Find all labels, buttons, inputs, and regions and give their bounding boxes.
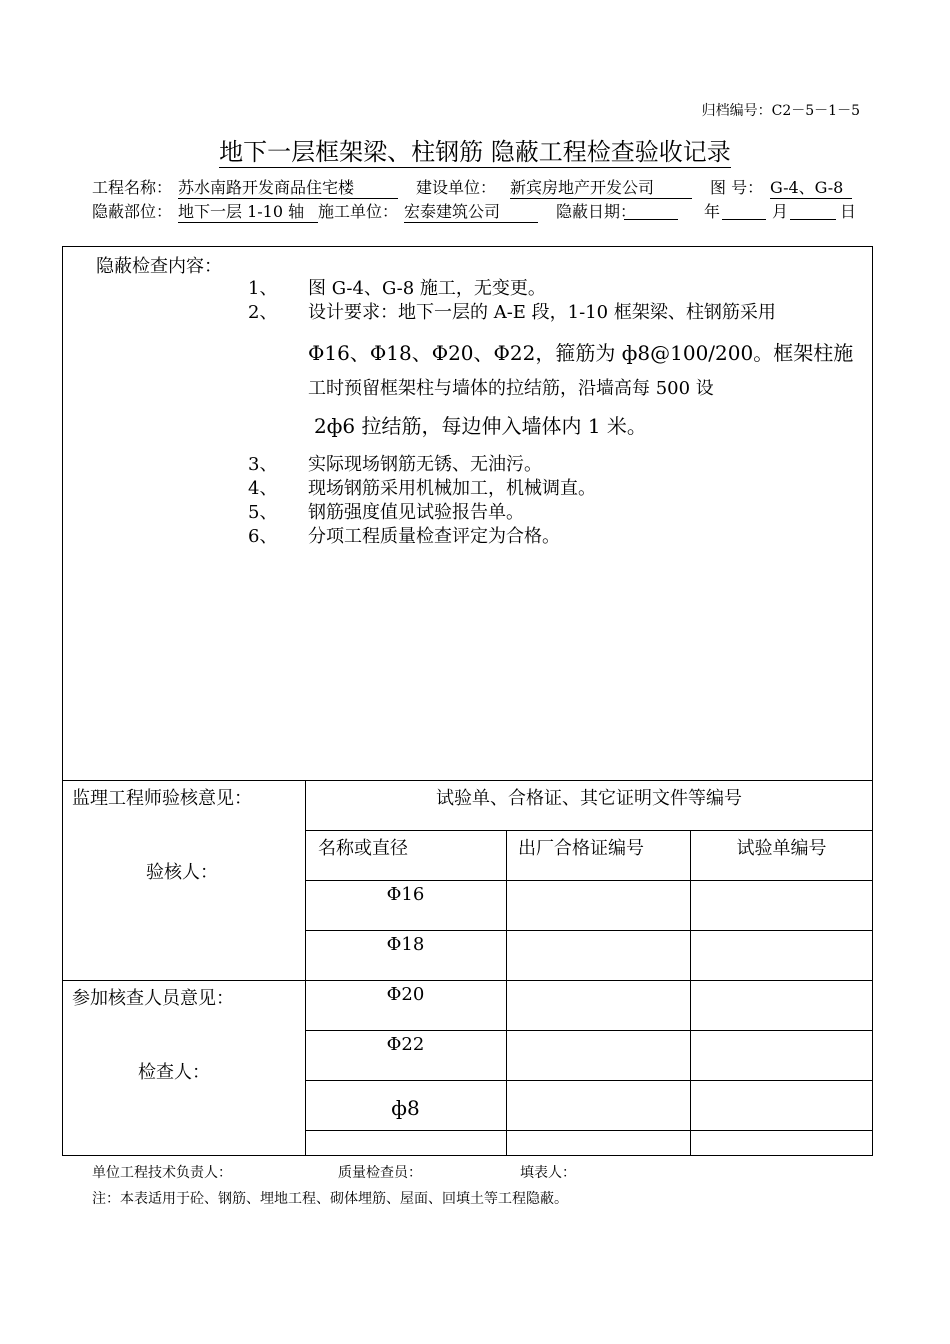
docs-row-2-name: Φ18 (386, 934, 425, 955)
docs-header-name: 名称或直径 (318, 838, 408, 859)
page-title (0, 132, 950, 167)
item-6-num: 6、 (248, 526, 278, 547)
item-3-num: 3、 (248, 454, 278, 475)
item-1-text: 图 G-4、G-8 施工，无变更。 (308, 278, 546, 299)
date-label: 隐蔽日期： (556, 202, 637, 221)
page-title-text: 地下一层框架梁、柱钢筋 隐蔽工程检查验收记录 (219, 138, 731, 166)
project-label: 工程名称： (92, 178, 173, 197)
item-1-num: 1、 (248, 278, 278, 299)
docs-header-divider (305, 880, 873, 881)
docs-row-divider-4 (305, 1080, 873, 1081)
item-4-num: 4、 (248, 478, 278, 499)
year-blank (722, 199, 766, 220)
footnote: 注：本表适用于砼、钢筋、埋地工程、砌体埋筋、屋面、回填土等工程隐蔽。 (92, 1191, 568, 1207)
docs-row-divider-5 (305, 1130, 873, 1131)
archive-number: 归档编号：C2－5－1－5 (701, 103, 860, 119)
constructor-label: 施工单位： (318, 202, 399, 221)
docs-header-cert: 出厂合格证编号 (518, 838, 644, 859)
drawing-label: 图 号： (710, 178, 764, 197)
verifier-label: 验核人： (146, 862, 218, 883)
supervisor-opinion-label: 监理工程师验核意见： (72, 788, 252, 809)
day-label: 日 (840, 202, 857, 221)
inspector-label: 检查人： (138, 1062, 210, 1083)
qc-label: 质量检查员： (338, 1165, 422, 1181)
content-divider (62, 780, 873, 781)
item-2-line-2: Φ16、Φ18、Φ20、Φ22，箍筋为 ф8@100/200。框架柱施 (308, 341, 854, 365)
content-heading: 隐蔽检查内容： (96, 256, 222, 277)
builder-value: 新宾房地产开发公司 (510, 175, 692, 199)
docs-col-divider-2 (690, 830, 691, 1156)
item-5-text: 钢筋强度值见试验报告单。 (308, 502, 524, 523)
month-label: 月 (772, 202, 789, 221)
builder-label: 建设单位： (416, 178, 497, 197)
docs-row-4-name: Φ22 (386, 1034, 425, 1055)
filler-label: 填表人： (520, 1165, 576, 1181)
tech-lead-label: 单位工程技术负责人： (92, 1165, 232, 1181)
item-2-num: 2、 (248, 302, 278, 323)
item-4-text: 现场钢筋采用机械加工，机械调直。 (308, 478, 596, 499)
item-2-line-4: 2ф6 拉结筋，每边伸入墙体内 1 米。 (314, 414, 647, 438)
docs-row-5-name: ф8 (391, 1096, 420, 1120)
item-6-text: 分项工程质量检查评定为合格。 (308, 526, 560, 547)
docs-row-divider-2 (62, 980, 873, 981)
item-2-text: 设计要求：地下一层的 A-E 段，1-10 框架梁、柱钢筋采用 (308, 302, 776, 323)
location-value: 地下一层 1-10 轴 (178, 199, 318, 223)
docs-header-test: 试验单编号 (736, 838, 827, 859)
docs-row-1-name: Φ16 (386, 884, 425, 905)
item-2-line-3: 工时预留框架柱与墙体的拉结筋，沿墙高每 500 设 (308, 378, 714, 399)
constructor-value: 宏泰建筑公司 (404, 199, 538, 223)
docs-row-divider-1 (305, 930, 873, 931)
project-value: 苏水南路开发商品住宅楼 (178, 175, 398, 199)
month-blank (790, 199, 836, 220)
year-label: 年 (704, 202, 721, 221)
docs-caption-divider (305, 830, 873, 831)
docs-caption: 试验单、合格证、其它证明文件等编号 (436, 788, 742, 809)
participant-opinion-label: 参加核查人员意见： (72, 988, 234, 1009)
item-3-text: 实际现场钢筋无锈、无油污。 (308, 454, 542, 475)
docs-row-3-name: Φ20 (386, 984, 425, 1005)
location-label: 隐蔽部位： (92, 202, 173, 221)
docs-col-divider-1 (506, 830, 507, 1156)
docs-row-divider-3 (305, 1030, 873, 1031)
drawing-value: G-4、G-8 (770, 175, 852, 199)
item-5-num: 5、 (248, 502, 278, 523)
date-blank-a (624, 199, 678, 220)
